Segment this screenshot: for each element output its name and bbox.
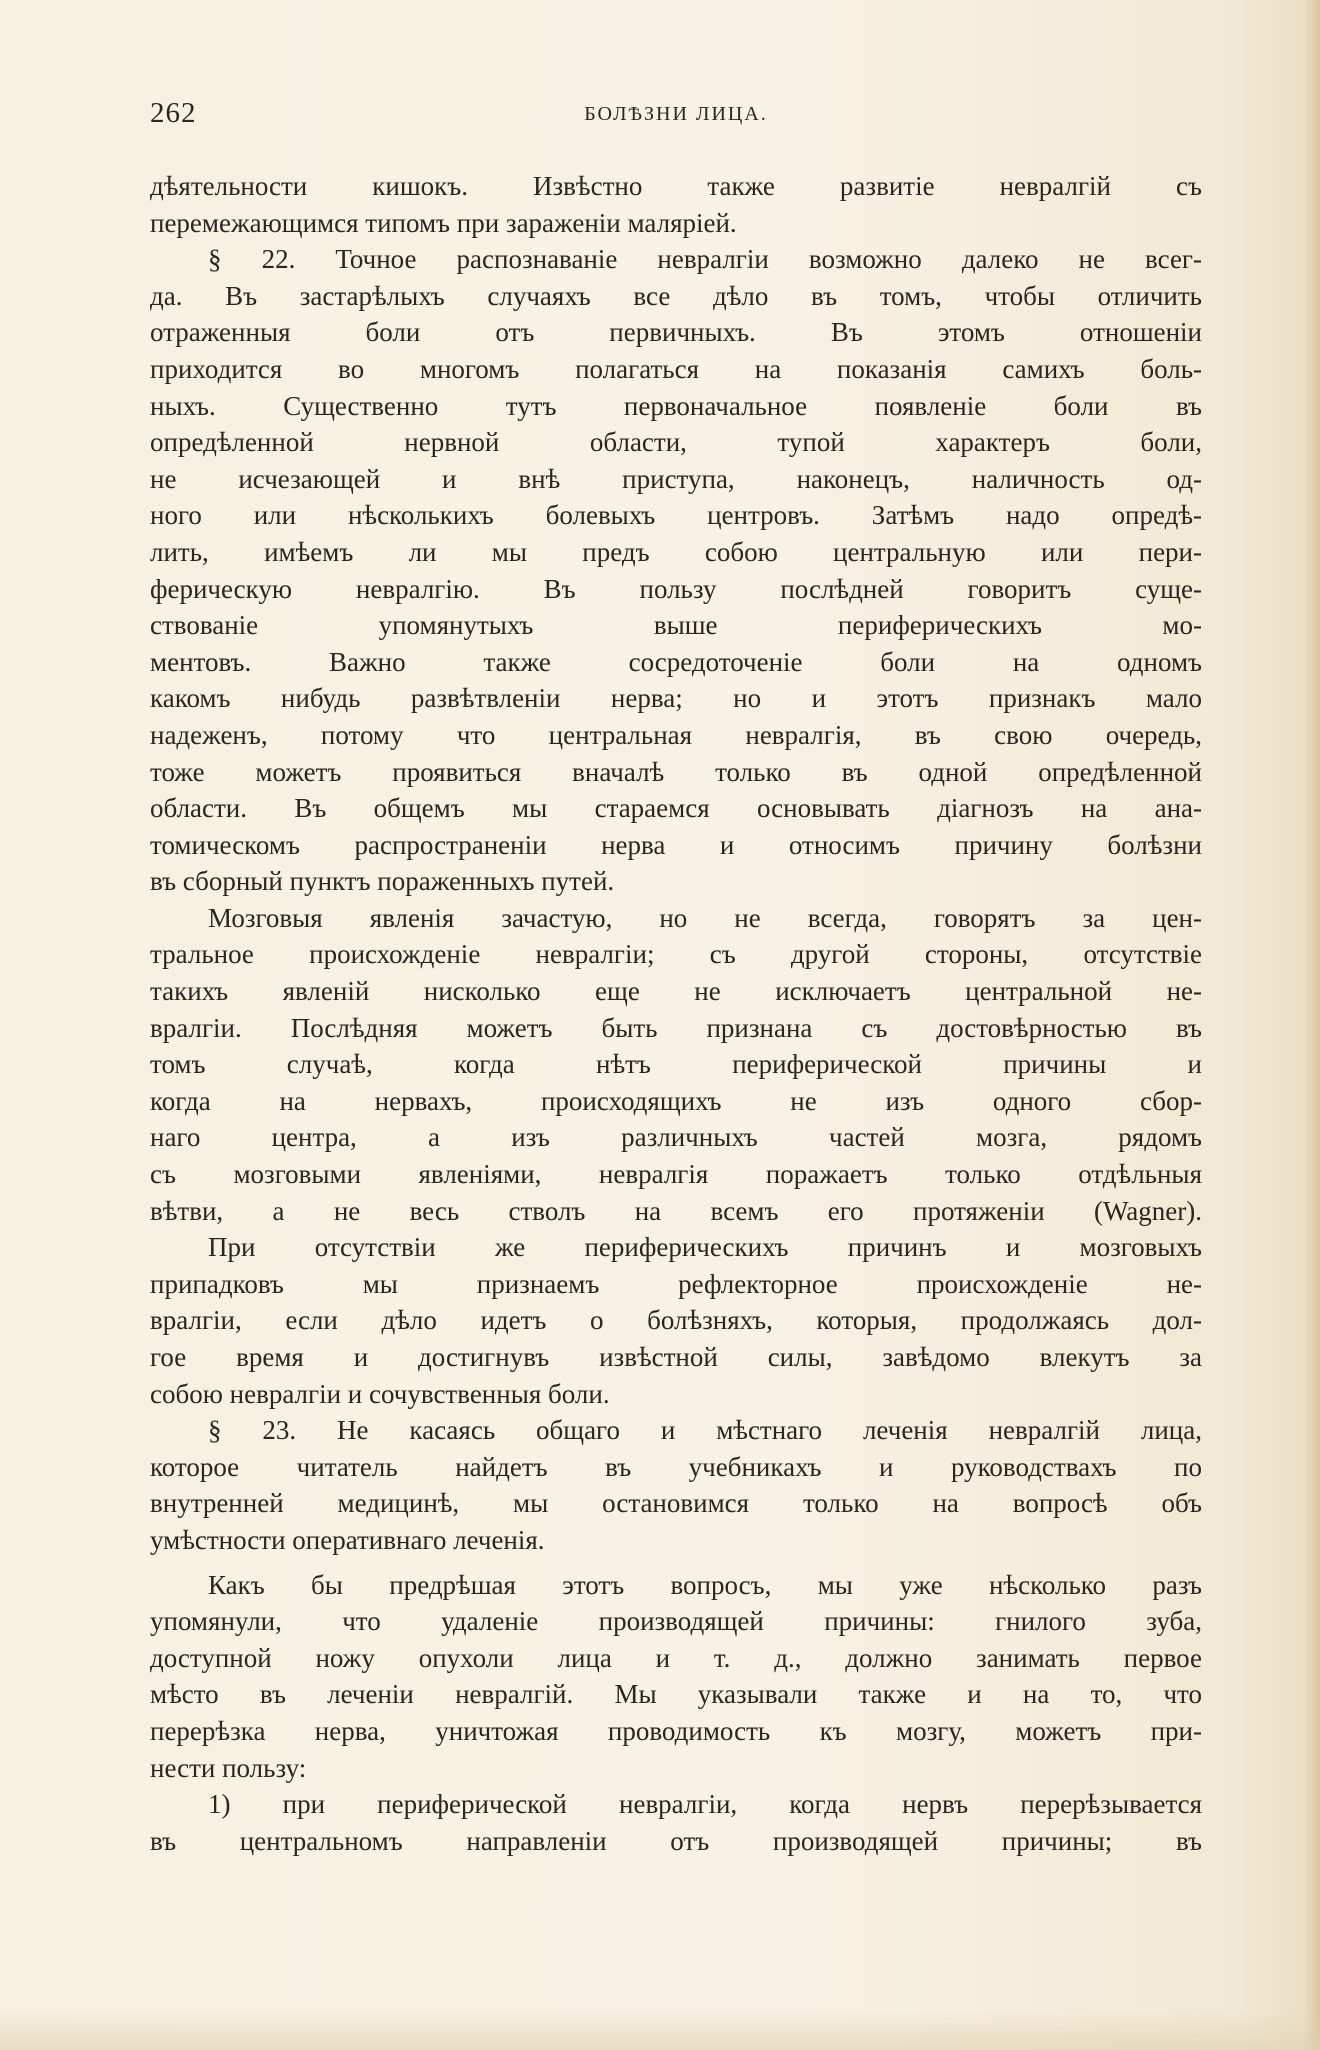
text-line-paragraph-start: Какъ бы предрѣшая этотъ вопросъ, мы уже нѣсколько разъ xyxy=(208,1569,1202,1600)
text-line: приходится во многомъ полагаться на показанія самихъ боль- xyxy=(150,353,1202,384)
text-line: умѣстности оперативнаго леченія. xyxy=(150,1524,545,1555)
text-line: въ сборный пунктъ пораженныхъ путей. xyxy=(150,866,615,897)
text-line: въ центральномъ направленіи отъ производящей причины; въ xyxy=(150,1825,1202,1856)
text-line: ствованіе упомянутыхъ выше периферическихъ мо- xyxy=(150,610,1202,641)
text-line-paragraph-start: При отсутствіи же периферическихъ причинъ и мозговыхъ xyxy=(208,1232,1202,1263)
text-line: лить, имѣемъ ли мы предъ собою центральную или пери- xyxy=(150,536,1202,567)
text-line: не исчезающей и внѣ приступа, наконецъ, наличность од- xyxy=(150,463,1202,494)
text-line: ныхъ. Существенно тутъ первоначальное появленіе боли въ xyxy=(150,390,1202,421)
page-bottom-shadow xyxy=(0,2010,1320,2050)
text-line: вѣтви, а не весь стволъ на всемъ его протяженіи (Wagner). xyxy=(150,1195,1202,1226)
text-line: мѣсто въ леченіи невралгій. Мы указывали также и на то, что xyxy=(150,1679,1202,1710)
body-text xyxy=(150,168,1202,1859)
text-line: наго центра, а изъ различныхъ частей мозга, рядомъ xyxy=(150,1122,1202,1153)
page-edge-shadow xyxy=(1304,0,1320,2050)
text-line: какомъ нибудь развѣтвленіи нерва; но и этотъ признакъ мало xyxy=(150,683,1202,714)
text-line: перерѣзка нерва, уничтожая проводимость къ мозгу, можетъ при- xyxy=(150,1715,1202,1746)
text-line: доступной ножу опухоли лица и т. д., должно занимать первое xyxy=(150,1642,1202,1673)
text-line: собою невралгіи и сочувственныя боли. xyxy=(150,1378,610,1409)
text-line: съ мозговыми явленіями, невралгія поражаетъ только отдѣльныя xyxy=(150,1159,1202,1190)
running-title: БОЛѢЗНИ ЛИЦА. xyxy=(584,103,768,125)
text-line: когда на нервахъ, происходящихъ не изъ одного сбор- xyxy=(150,1085,1202,1116)
text-line: гое время и достигнувъ извѣстной силы, завѣдомо влекутъ за xyxy=(150,1342,1202,1372)
text-line: дѣятельности кишокъ. Извѣстно также развитіе невралгій съ xyxy=(150,171,1202,201)
text-line: надеженъ, потому что центральная невралгія, въ свою очередь, xyxy=(150,719,1202,750)
text-line: ментовъ. Важно также сосредоточеніе боли на одномъ xyxy=(150,646,1202,677)
text-line: ферическую невралгію. Въ пользу послѣдней говоритъ суще- xyxy=(150,573,1202,604)
text-line: тральное происхожденіе невралгіи; съ другой стороны, отсутствіе xyxy=(150,939,1202,970)
text-line: такихъ явленій нисколько еще не исключаетъ центральной не- xyxy=(150,976,1202,1007)
text-line-section-22: § 22. Точное распознаваніе невралгіи возможно далеко не всег- xyxy=(208,244,1202,275)
text-line: вралгіи, если дѣло идетъ о болѣзняхъ, которыя, продолжаясь дол- xyxy=(150,1305,1202,1336)
text-line: нести пользу: xyxy=(150,1752,307,1783)
text-line: тоже можетъ проявиться вначалѣ только въ одной опредѣленной xyxy=(150,756,1202,787)
text-line: томъ случаѣ, когда нѣтъ периферической причины и xyxy=(150,1049,1202,1080)
text-line: внутренней медицинѣ, мы остановимся только на вопросѣ объ xyxy=(150,1488,1202,1519)
text-line-list-item-1: 1) при периферической невралгіи, когда нервъ перерѣзывается xyxy=(208,1789,1202,1820)
text-line: области. Въ общемъ мы стараемся основывать діагнозъ на ана- xyxy=(150,793,1202,824)
text-line: припадковъ мы признаемъ рефлекторное происхожденіе не- xyxy=(150,1268,1202,1299)
text-line: которое читатель найдетъ въ учебникахъ и руководствахъ по xyxy=(150,1451,1202,1482)
text-line: томическомъ распространеніи нерва и относимъ причину болѣзни xyxy=(150,829,1202,860)
text-line: вралгіи. Послѣдняя можетъ быть признана съ достовѣрностью въ xyxy=(150,1012,1202,1043)
text-line-section-23: § 23. Не касаясь общаго и мѣстнаго леченія невралгій лица, xyxy=(208,1415,1202,1446)
text-line: ного или нѣсколькихъ болевыхъ центровъ. Затѣмъ надо опредѣ- xyxy=(150,500,1202,531)
text-line: перемежающимся типомъ при зараженіи маляріей. xyxy=(150,207,737,238)
text-line: отраженныя боли отъ первичныхъ. Въ этомъ отношеніи xyxy=(150,317,1202,348)
text-line: опредѣленной нервной области, тупой характеръ боли, xyxy=(150,427,1202,458)
running-head xyxy=(150,97,1202,137)
text-line: упомянули, что удаленіе производящей причины: гнилого зуба, xyxy=(150,1606,1202,1637)
text-line-paragraph-start: Мозговыя явленія зачастую, но не всегда, говорятъ за цен- xyxy=(208,902,1202,933)
page-number: 262 xyxy=(150,97,197,129)
text-line: да. Въ застарѣлыхъ случаяхъ все дѣло въ томъ, чтобы отличить xyxy=(150,280,1202,311)
